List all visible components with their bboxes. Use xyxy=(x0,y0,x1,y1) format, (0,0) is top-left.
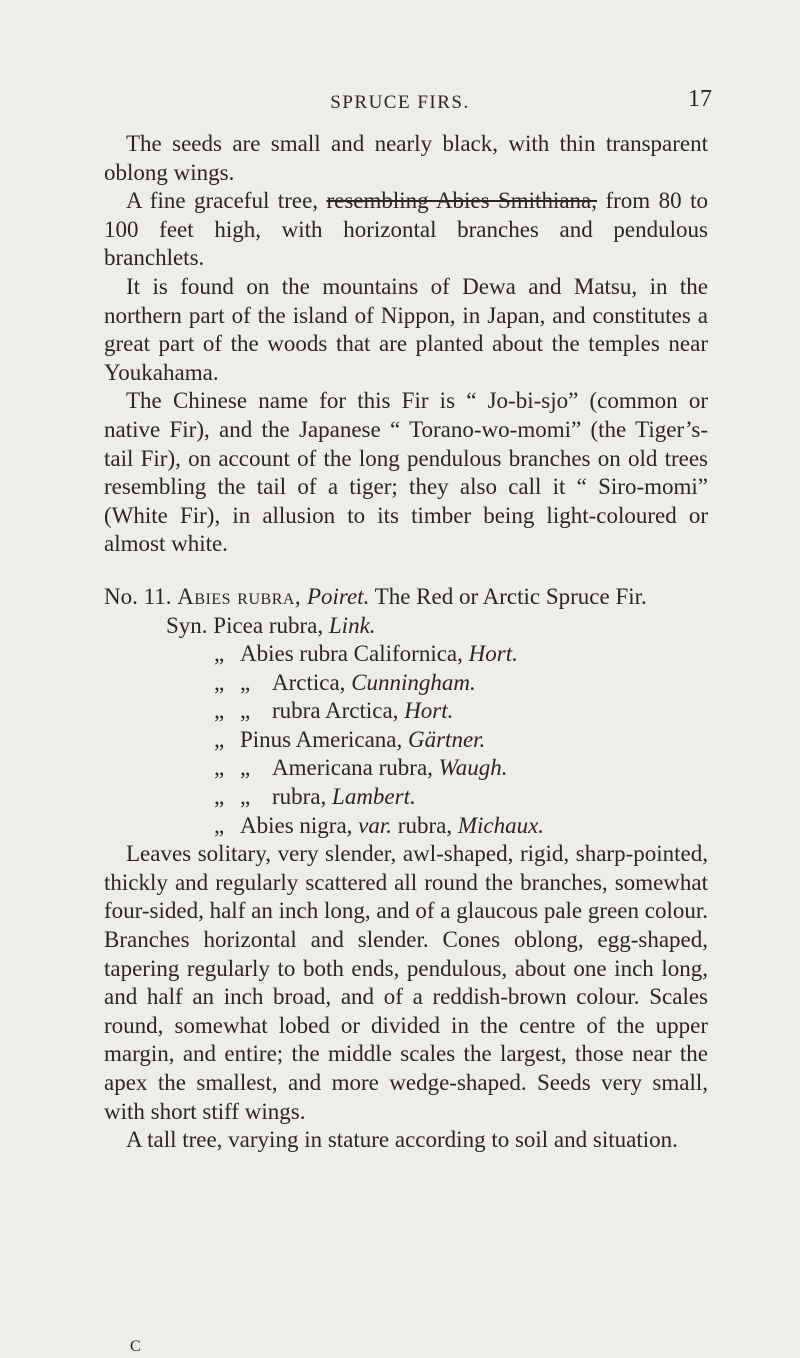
synonym-line xyxy=(166,754,708,783)
ditto-mark: „ xyxy=(214,669,225,695)
paragraph-tree-text-start: A fine graceful tree, xyxy=(126,188,327,214)
synonym-line xyxy=(166,812,708,841)
synonym-var: var. xyxy=(358,812,393,838)
synonym-author: Lambert. xyxy=(332,784,416,810)
synonym-name: Abies rubra Californica, xyxy=(240,641,469,667)
ditto-mark: „ xyxy=(214,641,225,667)
synonym-author: Link. xyxy=(328,612,376,638)
synonym-line xyxy=(166,669,708,698)
synonym-name: Picea rubra, xyxy=(213,612,329,638)
ditto-mark: „ xyxy=(240,755,251,781)
running-head: SPRUCE FIRS. xyxy=(330,92,470,113)
ditto-mark: „ xyxy=(214,784,225,810)
paragraph-names: The Chinese name for this Fir is “ Jo-bi-sjo” (common or native Fir), and the Japanese “ Torano-wo-momi” (the Tiger’s-tail Fir), on account of the long pendulous branches on old trees resembling the tail of a tiger; they also call it “ Siro-momi” (White Fir), in allusion to its timber being light-coloured or almost white. xyxy=(104,388,708,557)
species-entry-heading xyxy=(104,583,708,612)
synonym-list xyxy=(166,612,708,841)
page-body xyxy=(104,130,708,1155)
synonym-lead: Syn. xyxy=(166,612,208,638)
description-leaves: Leaves solitary, very slender, awl-shaped, rigid, sharp-pointed, thickly and regularly scattered all round the branches, somewhat four-sided, half an inch long, and of a glaucous pale green colour. Branches horizontal and slender. Cones oblong, egg-shaped, tapering regularly to both ends, pendulous, about one inch long, and half an inch broad, and of a reddish-brown colour. Scales round, somewhat lobed or divided in the centre of the upper margin, and entire; the middle scales the largest, those near the apex the smallest, and more wedge-shaped. Seeds very small, with short stiff wings. xyxy=(104,841,708,1124)
page-number: 17 xyxy=(688,86,712,112)
synonym-name: Arctica, xyxy=(272,669,352,695)
ditto-mark: „ xyxy=(214,698,225,724)
ditto-mark: „ xyxy=(240,784,251,810)
ditto-mark: „ xyxy=(240,698,251,724)
entry-authority: Poiret. xyxy=(306,583,370,609)
synonym-name: Abies nigra, xyxy=(240,812,359,838)
synonym-author: Gärtner. xyxy=(408,726,486,752)
synonym-name: rubra, xyxy=(272,784,333,810)
paragraph-tree xyxy=(104,187,708,273)
entry-number: No. 11. xyxy=(104,583,172,609)
synonym-name: rubra, xyxy=(392,812,458,838)
synonym-line xyxy=(166,612,708,641)
entry-common-name: The Red or Arctic Spruce Fir. xyxy=(374,583,647,609)
synonym-author: Cunningham. xyxy=(351,669,476,695)
ditto-mark: „ xyxy=(240,669,251,695)
paragraph-seeds: The seeds are small and nearly black, with thin transparent oblong wings. xyxy=(104,131,708,185)
ditto-mark: „ xyxy=(214,726,225,752)
ditto-mark: „ xyxy=(214,755,225,781)
synonym-author: Hort. xyxy=(468,641,518,667)
synonym-author: Hort. xyxy=(404,698,454,724)
struck-text: resembling Abies Smithiana, xyxy=(326,188,598,214)
entry-species-name: Abies rubra, xyxy=(177,583,302,609)
synonym-line xyxy=(166,783,708,812)
signature-mark: C xyxy=(130,1338,141,1355)
synonym-line xyxy=(166,697,708,726)
ditto-mark: „ xyxy=(214,812,225,838)
synonym-author: Waugh. xyxy=(438,755,508,781)
synonym-line xyxy=(166,726,708,755)
synonym-author: Michaux. xyxy=(457,812,545,838)
synonym-name: Pinus Americana, xyxy=(240,726,408,752)
description-tree: A tall tree, varying in stature according to soil and situation. xyxy=(126,1127,678,1153)
synonym-name: Americana rubra, xyxy=(272,755,439,781)
synonym-line xyxy=(166,640,708,669)
synonym-name: rubra Arctica, xyxy=(272,698,405,724)
page-header xyxy=(0,86,800,126)
paragraph-tree-text-end: from 80 to 100 feet high, with horizontal branches and pendulous branchlets. xyxy=(104,188,708,271)
paragraph-habitat: It is found on the mountains of Dewa and Matsu, in the northern part of the island of Nippon, in Japan, and constitutes a great part of the woods that are planted about the temples near Youkahama. xyxy=(104,273,708,385)
